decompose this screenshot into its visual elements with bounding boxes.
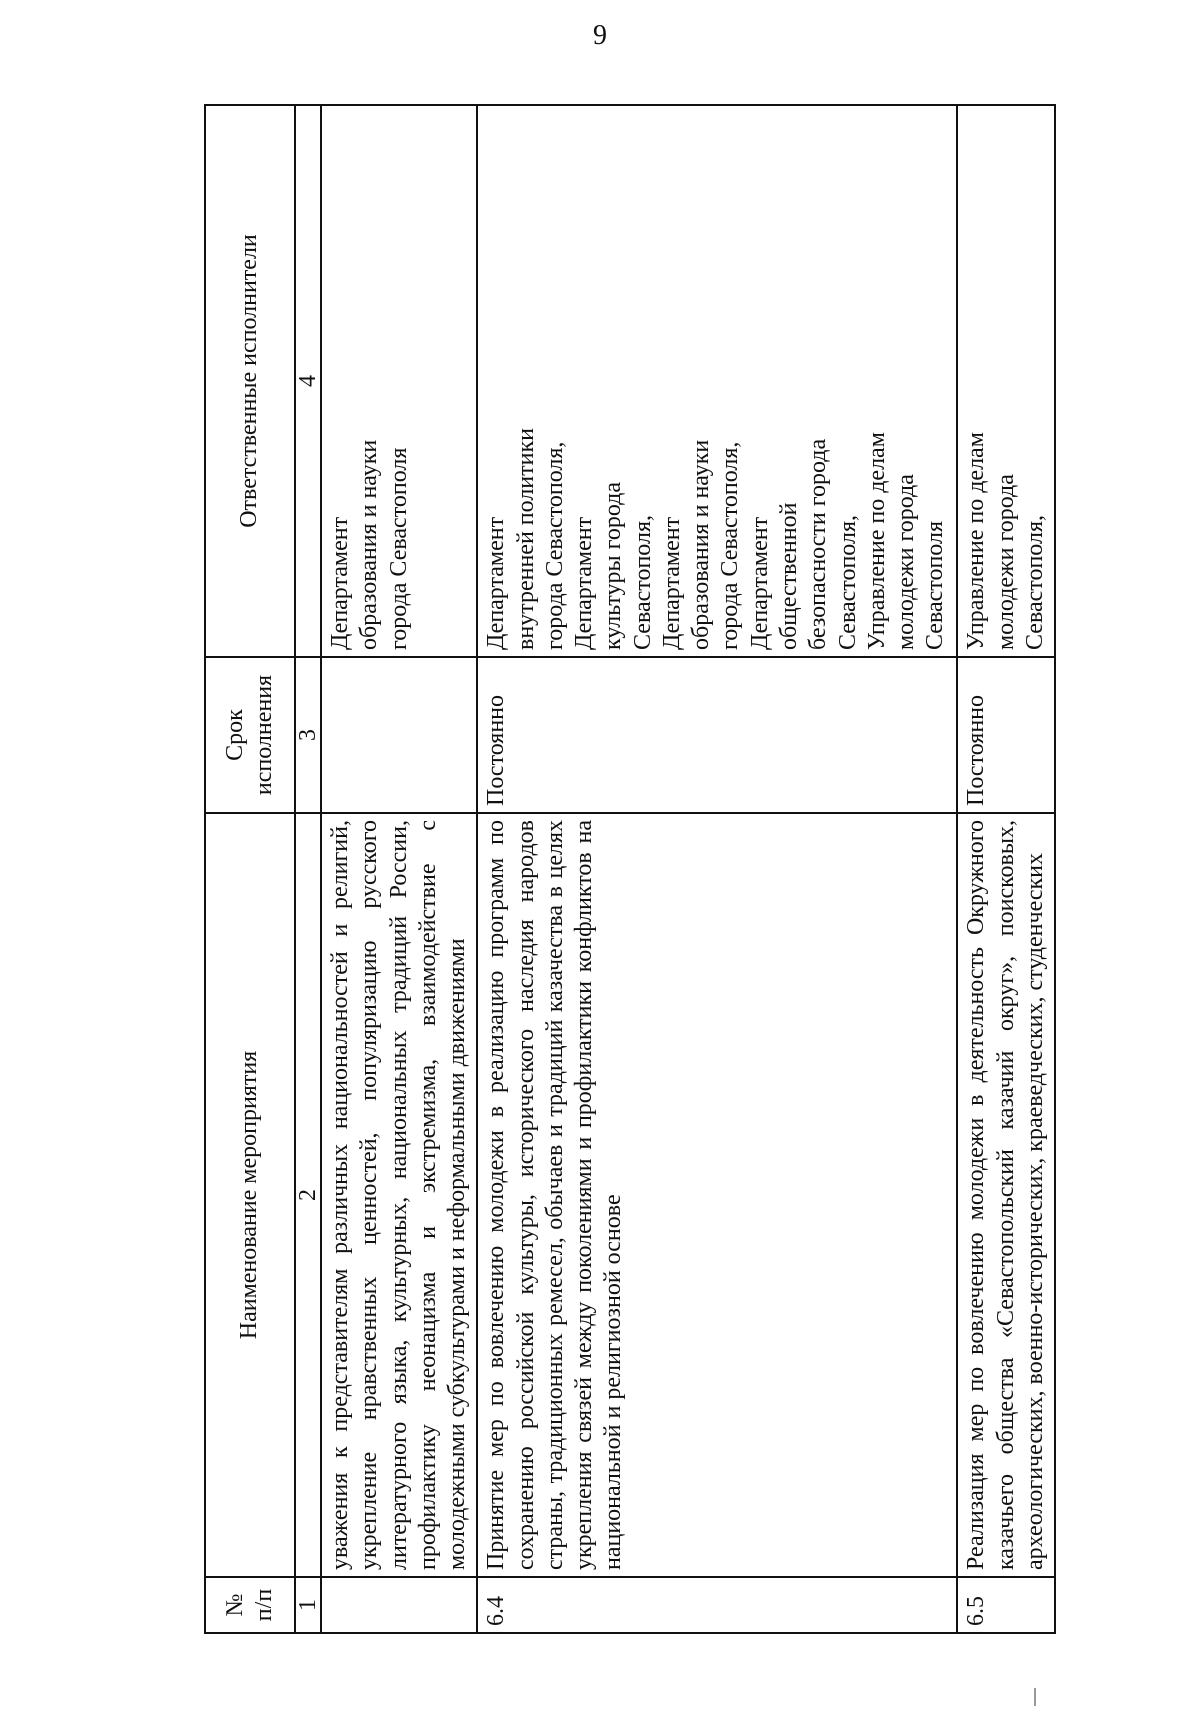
header-num: № п/п bbox=[205, 1577, 295, 1633]
header-executors: Ответственные исполнители bbox=[205, 105, 295, 657]
table-row bbox=[957, 105, 1055, 1633]
table-row bbox=[477, 105, 957, 1633]
header-term: Срок исполнения bbox=[205, 657, 295, 813]
column-number: 1 bbox=[295, 1577, 321, 1633]
row-name: Реализация мер по вовлечению молодежи в деятельность Окружного казачьего общества «Севастопольский казачий округ», поисковых, археологических, военно-исторических, краеведческих, студенческих bbox=[957, 813, 1055, 1577]
row-term: Постоянно bbox=[477, 657, 957, 813]
column-numbers-row bbox=[295, 105, 321, 1633]
column-number: 2 bbox=[295, 813, 321, 1577]
column-number: 4 bbox=[295, 105, 321, 657]
row-executors: Департамент внутренней политики города Севастополя, Департамент культуры города Севастополя, Департамент образования и науки города Севастополя, Департамент общественной безопасности города Севастополя, Управление по делам молодежи города Севастополя bbox=[477, 105, 957, 657]
measures-table bbox=[204, 104, 1056, 1634]
rotated-table-container bbox=[204, 106, 1048, 1634]
header-name: Наименование мероприятия bbox=[205, 813, 295, 1577]
page-number: 9 bbox=[593, 20, 607, 51]
column-number: 3 bbox=[295, 657, 321, 813]
scan-mark bbox=[1034, 1688, 1036, 1706]
row-term: Постоянно bbox=[957, 657, 1055, 813]
row-term bbox=[321, 657, 477, 813]
table-row bbox=[321, 105, 477, 1633]
row-name: Принятие мер по вовлечению молодежи в реализацию программ по сохранению российской культуры, исторического наследия народов страны, традиционных ремесел, обычаев и традиций казачества в целях укрепления связей между поколениями и профилактики конфликтов на национальной и религиозной основе bbox=[477, 813, 957, 1577]
row-num: 6.5 bbox=[957, 1577, 1055, 1633]
row-num bbox=[321, 1577, 477, 1633]
row-executors: Департамент образования и науки города Севастополя bbox=[321, 105, 477, 657]
row-name: уважения к представителям различных национальностей и религий, укрепление нравственных ценностей, популяризацию русского литературного языка, культурных, национальных традиций России, профилактику неонацизма и экстремизма, взаимодействие с молодежными субкультурами и неформальными движениями bbox=[321, 813, 477, 1577]
row-num: 6.4 bbox=[477, 1577, 957, 1633]
header-row bbox=[205, 105, 295, 1633]
row-executors: Управление по делам молодежи города Севастополя, bbox=[957, 105, 1055, 657]
